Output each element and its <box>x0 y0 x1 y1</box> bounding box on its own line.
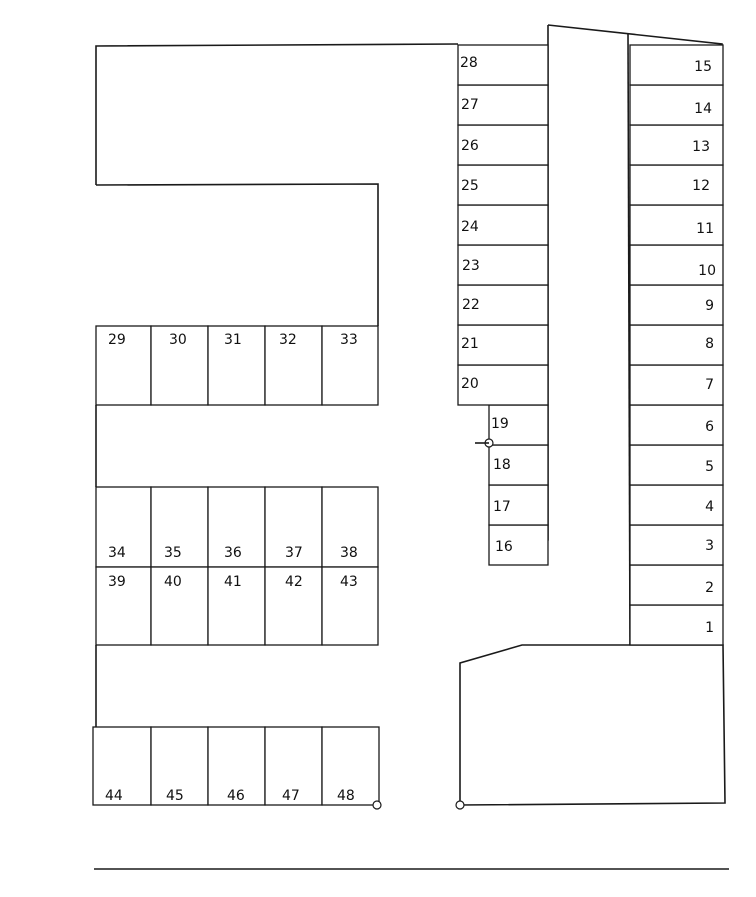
parking-stall-37 <box>265 487 322 567</box>
parking-stall-36 <box>208 487 265 567</box>
parking-stall-29 <box>96 326 151 405</box>
stall-number: 22 <box>462 297 480 313</box>
parking-stall-13 <box>630 125 723 165</box>
stall-number: 36 <box>224 545 242 561</box>
stall-number: 5 <box>705 459 714 475</box>
parking-stall-47 <box>265 727 322 805</box>
stall-number: 40 <box>164 574 182 590</box>
stall-number: 32 <box>279 332 297 348</box>
parking-stall-22 <box>458 285 548 325</box>
parking-stall-24 <box>458 205 548 245</box>
stall-number: 29 <box>108 332 126 348</box>
stall-number: 10 <box>698 263 716 279</box>
stall-number: 34 <box>108 545 126 561</box>
parking-stall-14 <box>630 85 723 125</box>
marker-circle <box>373 801 381 809</box>
stall-number: 28 <box>460 55 478 71</box>
parking-stall-40 <box>151 567 208 645</box>
parking-stall-27 <box>458 85 548 125</box>
stall-number: 27 <box>461 97 479 113</box>
parking-stall-44 <box>93 727 151 805</box>
parking-stall-11 <box>630 205 723 245</box>
lower-right-area <box>460 645 725 805</box>
parking-stall-39 <box>96 567 151 645</box>
stall-number: 30 <box>169 332 187 348</box>
stall-number: 14 <box>694 101 712 117</box>
parking-stall-16 <box>489 525 548 565</box>
parking-stall-38 <box>322 487 378 567</box>
stall-number: 37 <box>285 545 303 561</box>
stall-number: 12 <box>692 178 710 194</box>
stall-number: 3 <box>705 538 714 554</box>
stall-number: 18 <box>493 457 511 473</box>
parking-stall-3 <box>630 525 723 565</box>
parking-stall-34 <box>96 487 151 567</box>
parking-stall-9 <box>630 285 723 325</box>
stall-number: 1 <box>705 620 714 636</box>
parking-stall-48 <box>322 727 379 805</box>
stall-number: 44 <box>105 788 123 804</box>
stall-number: 42 <box>285 574 303 590</box>
parking-stall-45 <box>151 727 208 805</box>
stall-number: 43 <box>340 574 358 590</box>
parking-stall-6 <box>630 405 723 445</box>
stall-number: 17 <box>493 499 511 515</box>
stall-number: 25 <box>461 178 479 194</box>
stall-number: 48 <box>337 788 355 804</box>
corner-markers <box>373 439 493 809</box>
stall-number: 13 <box>692 139 710 155</box>
parking-stall-21 <box>458 325 548 365</box>
stall-number: 9 <box>705 298 714 314</box>
stall-number: 21 <box>461 336 479 352</box>
stall-number: 8 <box>705 336 714 352</box>
stall-number: 4 <box>705 499 714 515</box>
stall-number: 45 <box>166 788 184 804</box>
stall-number: 11 <box>696 221 714 237</box>
parking-stall-26 <box>458 125 548 165</box>
parking-stall-41 <box>208 567 265 645</box>
parking-stall-33 <box>322 326 378 405</box>
parking-stall-43 <box>322 567 378 645</box>
stall-number: 47 <box>282 788 300 804</box>
parking-stall-5 <box>630 445 723 485</box>
parking-stall-12 <box>630 165 723 205</box>
parking-stall-19 <box>489 405 548 445</box>
stall-number: 26 <box>461 138 479 154</box>
stall-number: 23 <box>462 258 480 274</box>
stall-number: 41 <box>224 574 242 590</box>
parking-stall-18 <box>489 445 548 485</box>
stall-number: 6 <box>705 419 714 435</box>
parking-stall-35 <box>151 487 208 567</box>
parking-stall-30 <box>151 326 208 405</box>
parking-stall-10 <box>630 245 723 285</box>
stall-number: 7 <box>705 377 714 393</box>
stall-number: 33 <box>340 332 358 348</box>
parking-stall-20 <box>458 365 548 405</box>
parking-stall-2 <box>630 565 723 605</box>
parking-stall-42 <box>265 567 322 645</box>
stall-number: 19 <box>491 416 509 432</box>
parking-stall-23 <box>458 245 548 285</box>
stall-number: 2 <box>705 580 714 596</box>
stall-number: 16 <box>495 539 513 555</box>
parking-stall-1 <box>630 605 723 645</box>
parking-stall-15 <box>630 45 723 85</box>
parking-stall-32 <box>265 326 322 405</box>
stall-number: 46 <box>227 788 245 804</box>
stall-number: 38 <box>340 545 358 561</box>
parking-stall-28 <box>458 45 548 85</box>
parking-stall-4 <box>630 485 723 525</box>
parking-stall-31 <box>208 326 265 405</box>
stall-number: 31 <box>224 332 242 348</box>
parking-stall-7 <box>630 365 723 405</box>
upper-island <box>96 184 378 326</box>
parking-stall-8 <box>630 325 723 365</box>
stall-number: 20 <box>461 376 479 392</box>
stall-number: 24 <box>461 219 479 235</box>
parking-stall-25 <box>458 165 548 205</box>
stall-number: 35 <box>164 545 182 561</box>
stall-number: 15 <box>694 59 712 75</box>
parking-stall-17 <box>489 485 548 525</box>
stall-number: 39 <box>108 574 126 590</box>
marker-circle <box>456 801 464 809</box>
parking-stall-46 <box>208 727 265 805</box>
